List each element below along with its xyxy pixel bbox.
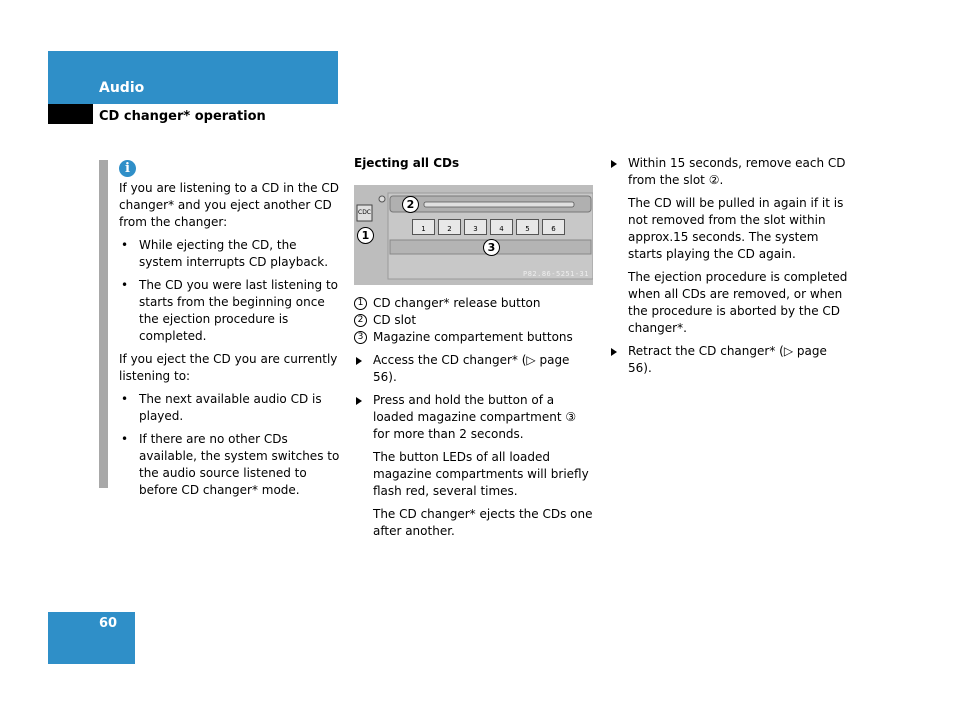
section-title: Audio <box>99 80 145 96</box>
magazine-button-3: 3 <box>464 219 487 235</box>
pull-in-note: The CD will be pulled in again if it is not removed from the slot within approx.15 seconds. The system starts playing the CD again. <box>628 196 844 261</box>
step-retract-changer: Retract the CD changer* (▷ page 56). <box>609 343 849 377</box>
legend-text: CD slot <box>373 313 417 327</box>
note-bullet: • The CD you were last listening to starts from the beginning once the ejection procedure is completed. <box>119 277 341 345</box>
figure-code: P82.86-5251-31 <box>522 270 589 278</box>
subsection-title: CD changer* operation <box>99 109 266 124</box>
note-intro-2: If you eject the CD you are currently listening to: <box>119 352 338 383</box>
callout-3: 3 <box>483 239 500 256</box>
note-bullet: • While ejecting the CD, the system interrupts CD playback. <box>119 237 341 271</box>
main-column <box>354 155 594 546</box>
page-number: 60 <box>99 616 118 631</box>
magazine-button-4: 4 <box>490 219 513 235</box>
step-press-hold: Press and hold the button of a loaded magazine compartment ③ for more than 2 seconds. <box>354 392 594 443</box>
cdc-button-label: CDC <box>358 209 371 216</box>
cd-changer-figure <box>354 185 593 285</box>
callout-1: 1 <box>357 227 374 244</box>
info-icon: i <box>119 160 136 177</box>
note-bullet: • If there are no other CDs available, the system switches to the audio source listened to before CD changer* mode. <box>119 431 341 499</box>
note-side-bar <box>99 160 108 488</box>
subsection-marker <box>48 104 93 124</box>
legend-text: CD changer* release button <box>373 296 541 310</box>
step-remove-cd: Within 15 seconds, remove each CD from the slot ②. <box>609 155 849 189</box>
page-number-box <box>48 612 135 664</box>
magazine-button-6: 6 <box>542 219 565 235</box>
legend-number: 1 <box>354 297 367 310</box>
legend-number: 3 <box>354 331 367 344</box>
magazine-button-1: 1 <box>412 219 435 235</box>
procedure-heading: Ejecting all CDs <box>354 156 460 170</box>
magazine-button-2: 2 <box>438 219 461 235</box>
legend-item <box>354 329 594 346</box>
note-intro: If you are listening to a CD in the CD changer* and you eject another CD from the changer: <box>119 181 339 229</box>
section-header-bar <box>48 51 338 104</box>
note-bullet: • The next available audio CD is played. <box>119 391 341 425</box>
callout-2: 2 <box>402 196 419 213</box>
legend-number: 2 <box>354 314 367 327</box>
legend-item <box>354 312 594 329</box>
legend-item <box>354 295 594 312</box>
note-block <box>119 180 341 505</box>
legend-text: Magazine compartement buttons <box>373 330 573 344</box>
led-flash-note: The button LEDs of all loaded magazine compartments will briefly flash red, several times. <box>373 450 589 498</box>
step-access-changer: Access the CD changer* (▷ page 56). <box>354 352 594 386</box>
eject-sequence-note: The CD changer* ejects the CDs one after another. <box>373 507 593 538</box>
magazine-button-5: 5 <box>516 219 539 235</box>
right-column <box>609 155 849 383</box>
completion-note: The ejection procedure is completed when all CDs are removed, or when the procedure is aborted by the CD changer*. <box>628 270 848 335</box>
